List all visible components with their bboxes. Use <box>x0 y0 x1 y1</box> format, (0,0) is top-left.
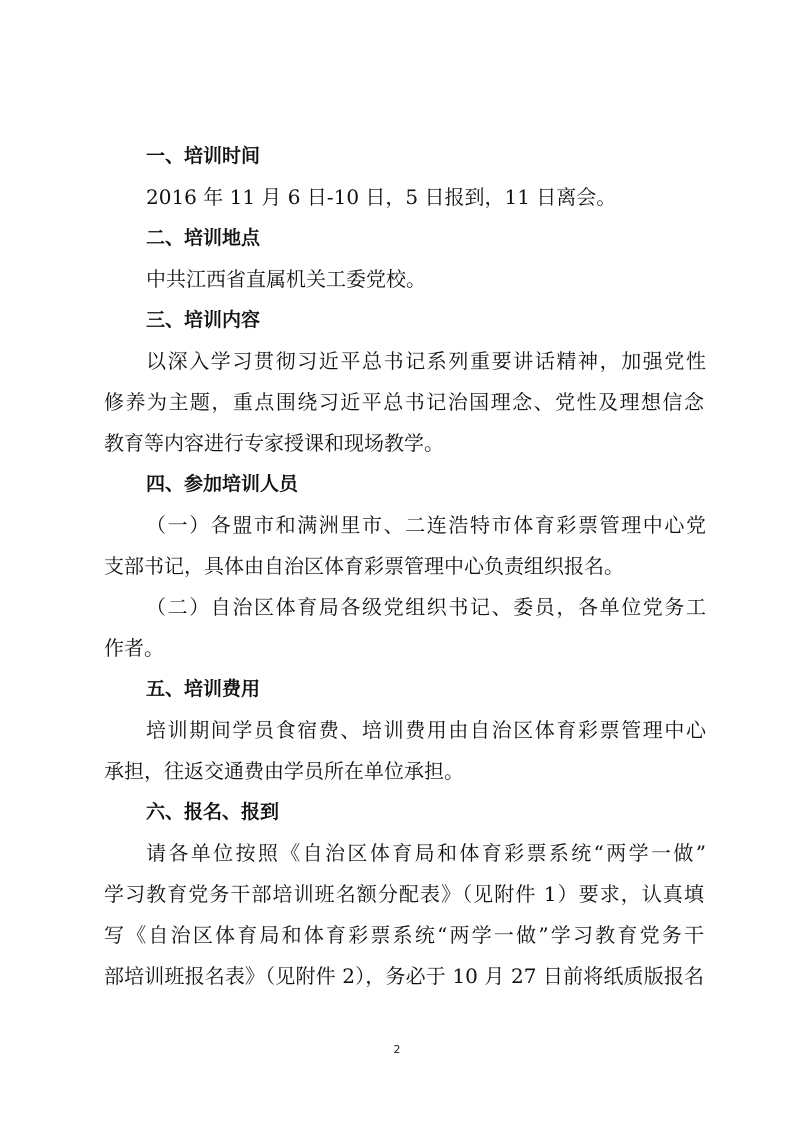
paragraph-line: 教育等内容进行专家授课和现场教学。 <box>104 431 444 455</box>
paragraph-line: 支部书记，具体由自治区体育彩票管理中心负责组织报名。 <box>104 554 624 578</box>
paragraph-line: 学习教育党务干部培训班名额分配表》（见附件 1）要求，认真填 <box>104 882 704 906</box>
paragraph-line: 请各单位按照《自治区体育局和体育彩票系统“两学一做” <box>146 841 706 865</box>
section-heading-registration: 六、报名、报到 <box>146 801 280 823</box>
paragraph-line: 中共江西省直属机关工委党校。 <box>146 267 426 291</box>
paragraph-line: 2016 年 11 月 6 日-10 日，5 日报到，11 日离会。 <box>146 185 617 209</box>
page-number: 2 <box>393 1043 401 1056</box>
paragraph-line: 承担，往返交通费由学员所在单位承担。 <box>104 759 464 783</box>
paragraph-line: 写《自治区体育局和体育彩票系统“两学一做”学习教育党务干 <box>104 923 704 947</box>
section-heading-fees: 五、培训费用 <box>146 678 261 700</box>
section-heading-content: 三、培训内容 <box>146 309 261 331</box>
section-heading-time: 一、培训时间 <box>146 145 261 167</box>
paragraph-line: （二）自治区体育局各级党组织书记、委员，各单位党务工 <box>146 595 706 619</box>
paragraph-line: 作者。 <box>104 636 164 660</box>
paragraph-line: 部培训班报名表》（见附件 2），务必于 10 月 27 日前将纸质版报名 <box>104 964 704 988</box>
paragraph-line: 培训期间学员食宿费、培训费用由自治区体育彩票管理中心 <box>146 718 706 742</box>
paragraph-line: 修养为主题，重点围绕习近平总书记治国理念、党性及理想信念 <box>104 390 704 414</box>
paragraph-line: 以深入学习贯彻习近平总书记系列重要讲话精神，加强党性 <box>146 349 706 373</box>
section-heading-location: 二、培训地点 <box>146 227 261 249</box>
section-heading-participants: 四、参加培训人员 <box>146 473 299 495</box>
paragraph-line: （一）各盟市和满洲里市、二连浩特市体育彩票管理中心党 <box>146 513 706 537</box>
